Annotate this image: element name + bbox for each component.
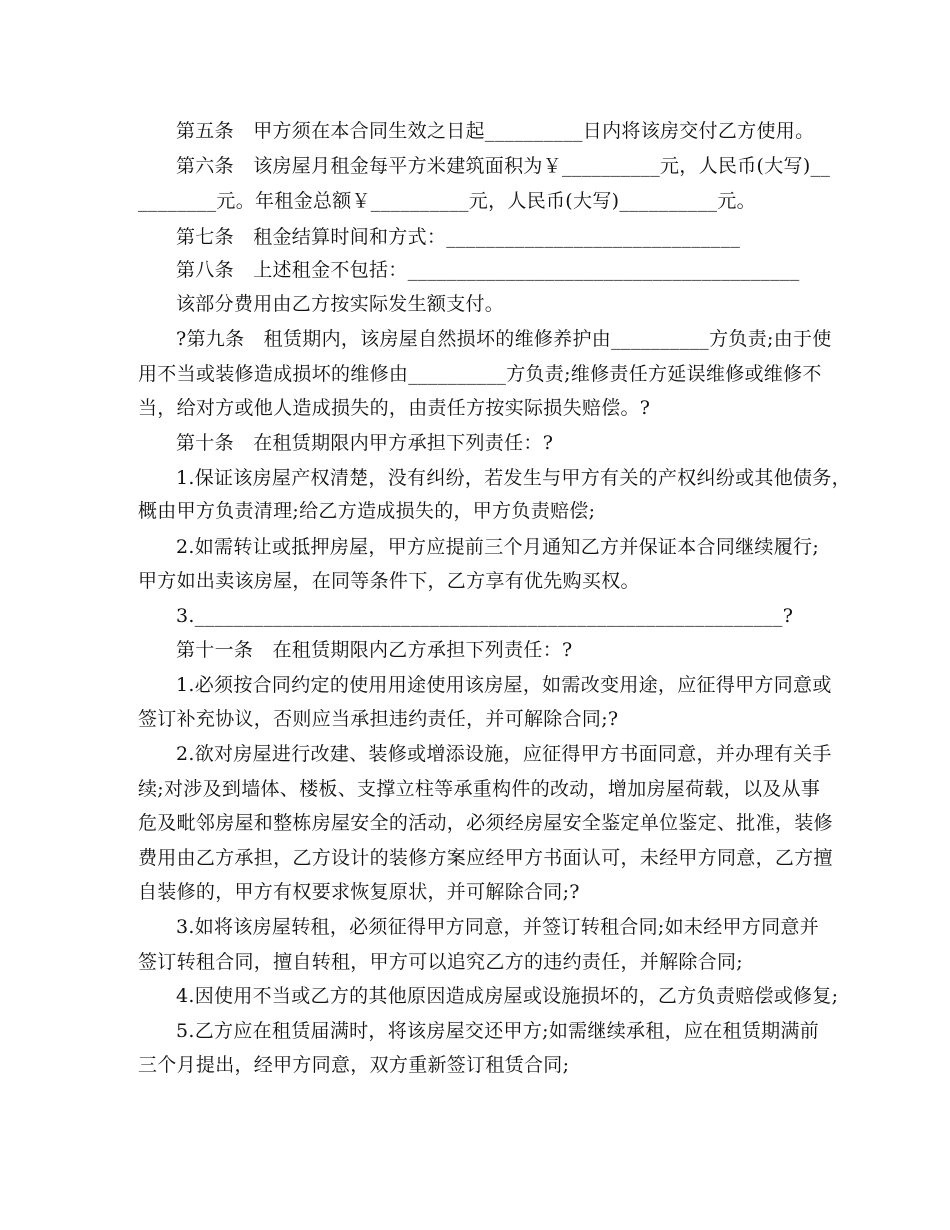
- article-11-item-2-line-1: 2.欲对房屋进行改建、装修或增添设施，应征得甲方书面同意，并办理有关手: [176, 743, 832, 765]
- article-10-item-1-line-1: 1.保证该房屋产权清楚，没有纠纷，若发生与甲方有关的产权纠纷或其他债务，: [176, 467, 851, 489]
- article-8-note: 该部分费用由乙方按实际发生额支付。: [176, 293, 505, 315]
- article-9-line-3: 当，给对方或他人造成损失的，由责任方按实际损失赔偿。?: [138, 397, 651, 419]
- article-11-item-3-line-2: 签订转租合同，擅自转租，甲方可以追究乙方的违约责任，并解除合同;: [138, 951, 744, 973]
- article-9-line-1: ?第九条 租赁期内，该房屋自然损坏的维修养护由__________方负责;由于使: [176, 328, 832, 350]
- article-7-line: 第七条 租金结算时间和方式：______________________________: [176, 226, 741, 248]
- article-10-item-2-line-2: 甲方如出卖该房屋，在同等条件下，乙方享有优先购买权。: [138, 570, 640, 592]
- article-11-item-3-line-1: 3.如将该房屋转租，必须征得甲方同意，并签订转租合同;如未经甲方同意并: [176, 916, 820, 938]
- article-11-item-2-line-4: 费用由乙方承担，乙方设计的装修方案应经甲方书面认可，未经甲方同意，乙方擅: [138, 847, 833, 869]
- article-10-heading: 第十条 在租赁期限内甲方承担下列责任：?: [176, 432, 554, 454]
- article-10-item-1-line-2: 概由甲方负责清理;给乙方造成损失的，甲方负责赔偿;: [138, 500, 596, 522]
- article-11-item-1-line-1: 1.必须按合同约定的使用用途使用该房屋，如需改变用途，应征得甲方同意或: [176, 674, 832, 696]
- article-11-item-2-line-2: 续;对涉及到墙体、楼板、支撑立柱等承重构件的改动，增加房屋荷载，以及从事: [138, 778, 821, 800]
- article-11-heading: 第十一条 在租赁期限内乙方承担下列责任：?: [176, 639, 573, 661]
- article-10-item-2-line-1: 2.如需转让或抵押房屋，甲方应提前三个月通知乙方并保证本合同继续履行;: [176, 536, 820, 558]
- article-6-line-1: 第六条 该房屋月租金每平方米建筑面积为￥__________元，人民币(大写)__: [176, 155, 831, 177]
- article-9-line-2: 用不当或装修造成损坏的维修由__________方负责;维修责任方延误维修或维修不: [138, 363, 822, 385]
- article-6-line-2: ________元。年租金总额￥__________元，人民币(大写)__________元。: [138, 190, 756, 212]
- article-11-item-5-line-2: 三个月提出，经甲方同意，双方重新签订租赁合同;: [138, 1054, 570, 1076]
- article-11-item-1-line-2: 签订补充协议，否则应当承担违约责任，并可解除合同;?: [138, 708, 619, 730]
- article-11-item-2-line-5: 自装修的，甲方有权要求恢复原状，并可解除合同;?: [138, 881, 580, 903]
- article-11-item-5-line-1: 5.乙方应在租赁届满时，将该房屋交还甲方;如需继续承租，应在租赁期满前: [176, 1020, 820, 1042]
- article-11-item-2-line-3: 危及毗邻房屋和整栋房屋安全的活动，必须经房屋安全鉴定单位鉴定、批准，装修: [138, 812, 833, 834]
- article-5-line: 第五条 甲方须在本合同生效之日起__________日内将该房交付乙方使用。: [176, 120, 815, 142]
- article-11-item-4: 4.因使用不当或乙方的其他原因造成房屋或设施损坏的，乙方负责赔偿或修复;: [176, 985, 839, 1007]
- article-10-item-3: 3.____________________________________________________________?: [176, 605, 794, 627]
- article-8-line: 第八条 上述租金不包括：________________________________________: [176, 259, 800, 281]
